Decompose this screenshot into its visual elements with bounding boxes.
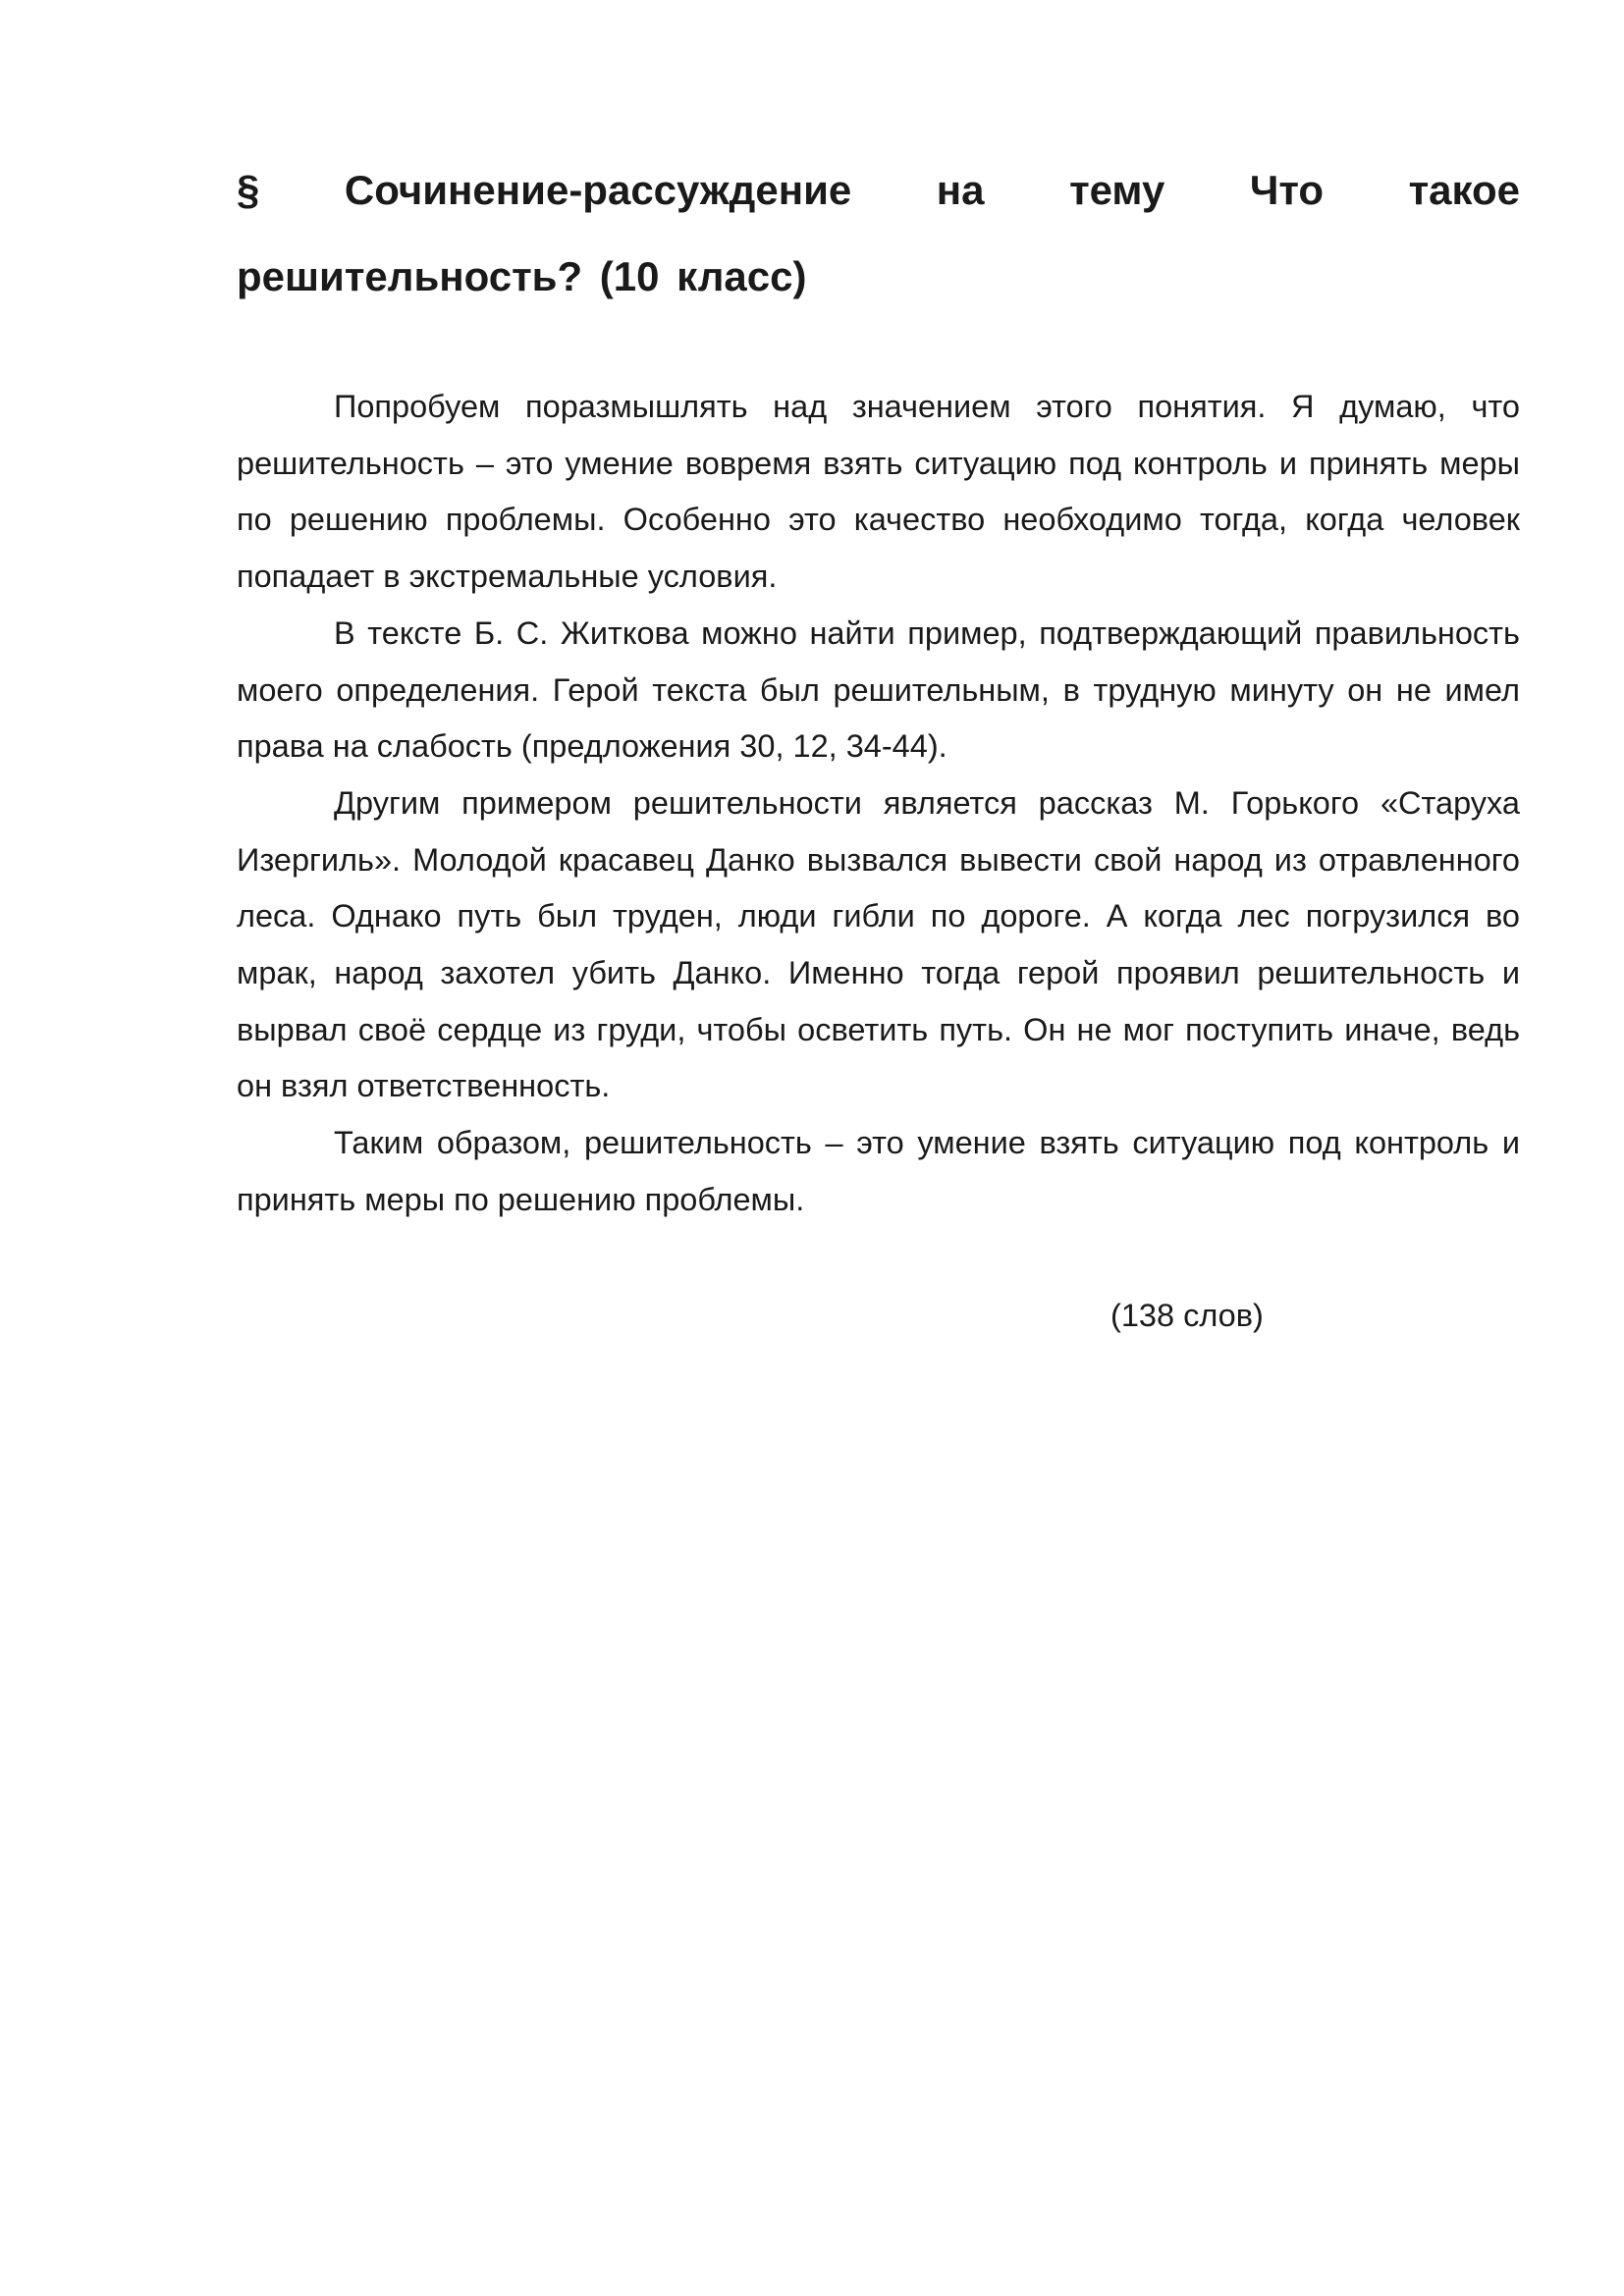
word-count: (138 слов): [1110, 1297, 1264, 1333]
paragraph-4: Таким образом, решительность – это умение взять ситуацию под контроль и принять меры по решению проблемы.: [237, 1125, 1520, 1217]
essay-title: § Сочинение-рассуждение на тему Что такое решительность? (10 класс): [237, 167, 1520, 299]
essay-body: [237, 379, 1520, 1229]
paragraph-3: Другим примером решительности является рассказ М. Горького «Старуха Изергиль». Молодой красавец Данко вызвался вывести свой народ из отравленного леса. Однако путь был труден, люди гибли по дороге. А когда лес погрузился во мрак, народ захотел убить Данко. Именно тогда герой проявил решительность и вырвал своё сердце из груди, чтобы осветить путь. Он не мог поступить иначе, ведь он взял ответственность.: [237, 784, 1520, 1104]
document-page: [237, 147, 1520, 1344]
paragraph-2: В тексте Б. С. Житкова можно найти пример, подтверждающий правильность моего определения. Герой текста был решительным, в трудную минуту он не имел права на слабость (предложения 30, 12, 34-44).: [237, 614, 1520, 765]
paragraph-1: Попробуем поразмышлять над значением этого понятия. Я думаю, что решительность – это умение вовремя взять ситуацию под контроль и принять меры по решению проблемы. Особенно это качество необходимо тогда, когда человек попадает в экстремальные условия.: [237, 389, 1520, 595]
